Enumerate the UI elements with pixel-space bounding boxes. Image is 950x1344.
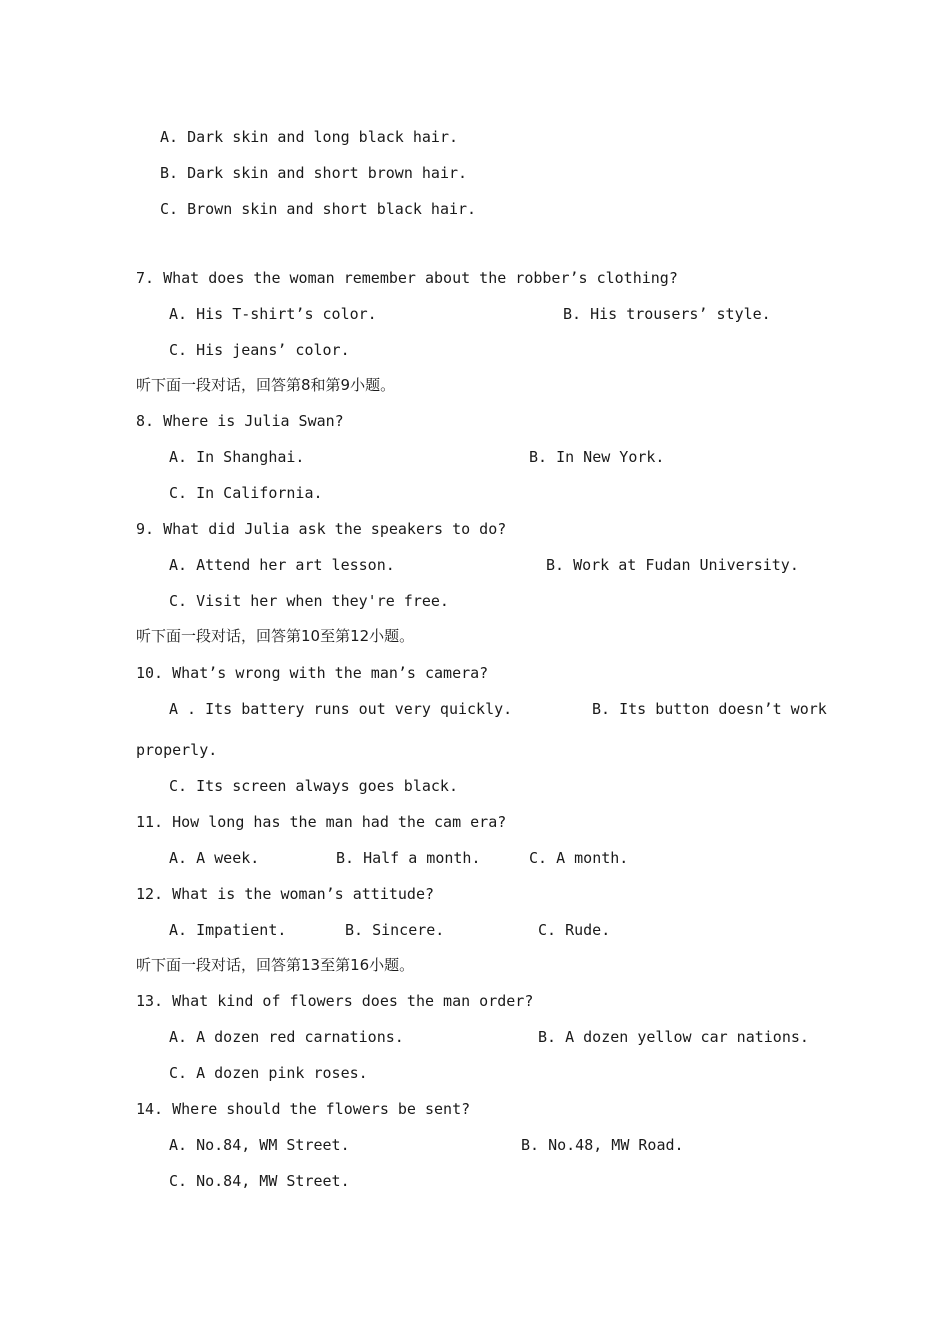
option-a: A. In Shanghai.: [169, 448, 305, 466]
option-a: A. A dozen red carnations.: [169, 1028, 404, 1046]
option-b: B. Its button doesn’t work: [592, 700, 827, 718]
question-9: 9. What did Julia ask the speakers to do?: [136, 520, 507, 538]
option-a: A. Attend her art lesson.: [169, 556, 395, 574]
option-a: A. A week.: [169, 849, 260, 867]
option-b: B. His trousers’ style.: [563, 305, 771, 323]
option-a: A . Its battery runs out very quickly.: [169, 700, 513, 718]
option-a: A. Impatient.: [169, 921, 287, 939]
option-c: C. A dozen pink roses.: [169, 1064, 368, 1082]
option-c: C. Rude.: [538, 921, 611, 939]
option-b: B. Half a month.: [336, 849, 481, 867]
option-c: C. A month.: [529, 849, 629, 867]
option-c: C. No.84, MW Street.: [169, 1172, 350, 1190]
question-10: 10. What’s wrong with the man’s camera?: [136, 664, 489, 682]
question-12: 12. What is the woman’s attitude?: [136, 885, 435, 903]
option-c: C. Brown skin and short black hair.: [160, 200, 477, 218]
option-b: B. No.48, MW Road.: [521, 1136, 684, 1154]
option-b: B. Dark skin and short brown hair.: [160, 164, 468, 182]
question-8: 8. Where is Julia Swan?: [136, 412, 344, 430]
option-c: C. In California.: [169, 484, 323, 502]
option-a: A. Dark skin and long black hair.: [160, 128, 459, 146]
option-a: A. His T-shirt’s color.: [169, 305, 377, 323]
option-c: C. His jeans’ color.: [169, 341, 350, 359]
option-b: B. Sincere.: [345, 921, 445, 939]
option-b-continued: properly.: [136, 741, 218, 759]
question-13: 13. What kind of flowers does the man order?: [136, 992, 534, 1010]
section-instruction: 听下面一段对话，回答第13至第16小题。: [136, 956, 415, 974]
question-7: 7. What does the woman remember about the robber’s clothing?: [136, 269, 678, 287]
question-11: 11. How long has the man had the cam era?: [136, 813, 507, 831]
question-14: 14. Where should the flowers be sent?: [136, 1100, 471, 1118]
option-a: A. No.84, WM Street.: [169, 1136, 350, 1154]
option-b: B. A dozen yellow car nations.: [538, 1028, 809, 1046]
section-instruction: 听下面一段对话，回答第8和第9小题。: [136, 376, 396, 394]
option-b: B. In New York.: [529, 448, 665, 466]
option-c: C. Its screen always goes black.: [169, 777, 458, 795]
option-c: C. Visit her when they're free.: [169, 592, 449, 610]
section-instruction: 听下面一段对话，回答第10至第12小题。: [136, 627, 415, 645]
option-b: B. Work at Fudan University.: [546, 556, 799, 574]
